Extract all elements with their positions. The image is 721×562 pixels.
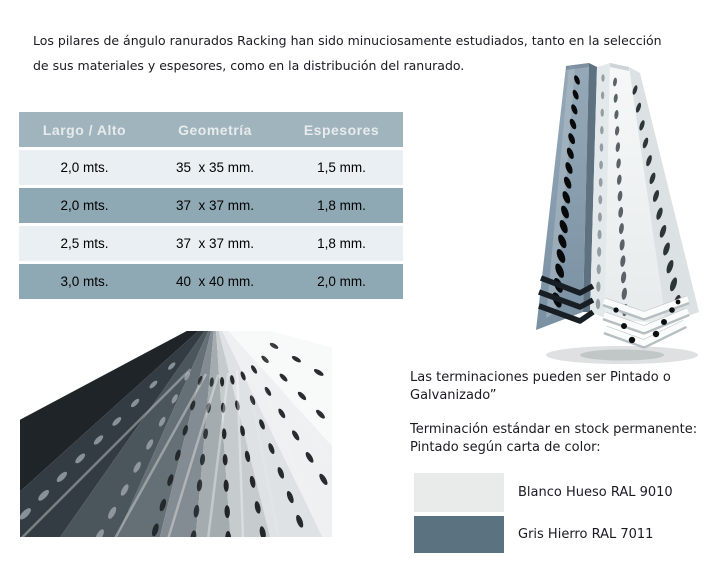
table-cell: 37 x 37 mm. — [175, 236, 255, 251]
table-header-espesores: Espesores — [303, 121, 380, 138]
table-header-row — [19, 112, 403, 147]
table-header-geometria: Geometría — [178, 121, 252, 138]
table-cell: 35 x 35 mm. — [175, 160, 255, 175]
color-swatch-label: Gris Hierro RAL 7011 — [518, 526, 654, 542]
color-swatch-row — [414, 516, 715, 553]
table-cell: 3,0 mts. — [60, 274, 109, 289]
table-cell: 37 x 37 mm. — [175, 198, 255, 213]
table-cell: 40 x 40 mm. — [175, 274, 255, 289]
table-row — [19, 150, 403, 185]
color-swatch-gris-hierro — [414, 516, 504, 553]
table-cell: 1,8 mm. — [317, 236, 366, 251]
color-swatch-blanco-hueso — [414, 473, 504, 512]
table-header-largo-alto: Largo / Alto — [42, 121, 127, 138]
table-row — [19, 264, 403, 299]
table-cell: 1,8 mm. — [317, 198, 366, 213]
table-cell: 2,0 mts. — [60, 160, 109, 175]
finish-note-line-1: Las terminaciones pueden ser Pintado o — [410, 370, 671, 385]
finishes-block — [410, 369, 715, 553]
color-swatch-row — [414, 473, 715, 512]
finish-standard-line-1: Terminación estándar en stock permanente: — [410, 422, 698, 437]
pillars-photo-fan — [20, 331, 332, 537]
intro-line-2: de sus materiales y espesores, como en la distribución del ranurado. — [33, 58, 465, 73]
table-cell: 2,5 mts. — [60, 236, 109, 251]
spec-table — [19, 112, 403, 302]
table-row — [19, 226, 403, 261]
pillars-photo-vertical — [536, 60, 706, 366]
finish-note-line-2: Galvanizado” — [410, 388, 497, 403]
intro-line-1: Los pilares de ángulo ranurados Racking han sido minuciosamente estudiados, tanto en la selección — [33, 33, 662, 48]
finish-standard-line-2: Pintado según carta de color: — [410, 440, 601, 455]
color-swatch-label: Blanco Hueso RAL 9010 — [518, 484, 673, 500]
table-row — [19, 188, 403, 223]
table-cell: 2,0 mm. — [317, 274, 366, 289]
table-cell: 2,0 mts. — [60, 198, 109, 213]
table-cell: 1,5 mm. — [317, 160, 366, 175]
